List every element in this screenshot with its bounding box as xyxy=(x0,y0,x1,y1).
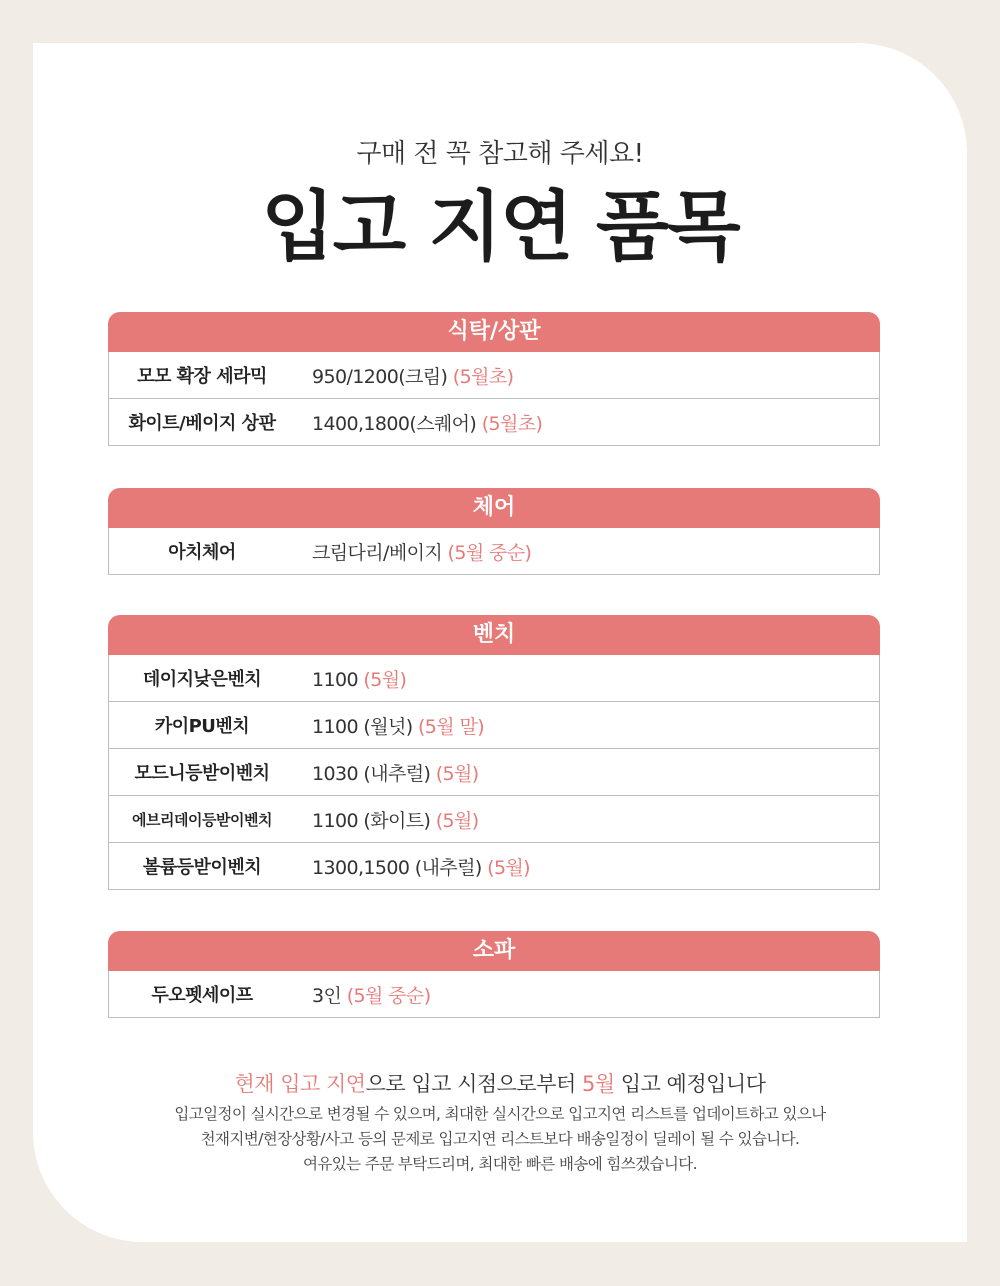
section-sofa xyxy=(108,931,880,1018)
product-name: 카이PU벤치 xyxy=(154,716,250,737)
notice-headline: 현재 입고 지연으로 입고 시점으로부터 5월 입고 예정입니다 xyxy=(234,1072,766,1096)
notice-line: 입고일정이 실시간으로 변경될 수 있으며, 최대한 실시간으로 입고지연 리스트를 업데이트하고 있으나 xyxy=(174,1105,826,1123)
arrival-date: (5월 중순) xyxy=(346,984,431,1007)
product-name: 화이트/베이지 상판 xyxy=(128,413,276,434)
table-row xyxy=(109,748,879,795)
product-value: 1100 (월넛) (5월 말) xyxy=(312,715,485,738)
arrival-date: (5월) xyxy=(435,762,479,785)
section-header: 벤치 xyxy=(108,615,880,655)
section-bench xyxy=(108,615,880,890)
arrival-date: (5월 중순) xyxy=(447,541,532,564)
section-header: 소파 xyxy=(108,931,880,971)
product-name: 모모 확장 세라믹 xyxy=(137,366,267,387)
page-subtitle: 구매 전 꼭 참고해 주세요! xyxy=(356,139,644,169)
table-row xyxy=(109,398,879,445)
product-name: 에브리데이등받이벤치 xyxy=(132,810,272,829)
arrival-date: (5월) xyxy=(435,809,479,832)
product-value: 1100 (화이트) (5월) xyxy=(312,809,479,832)
product-name: 아치체어 xyxy=(168,542,236,563)
arrival-date: (5월) xyxy=(363,668,407,691)
section-body xyxy=(108,352,880,446)
table-row xyxy=(109,842,879,889)
product-name: 두오펫세이프 xyxy=(151,985,253,1006)
section-body xyxy=(108,971,880,1018)
section-table-top xyxy=(108,312,880,446)
table-row xyxy=(109,701,879,748)
table-row xyxy=(109,352,879,398)
product-value: 크림다리/베이지 (5월 중순) xyxy=(312,541,532,564)
notice-line: 천재지변/현장상황/사고 등의 문제로 입고지연 리스트보다 배송일정이 딜레이 될 수 있습니다. xyxy=(200,1130,800,1148)
product-name: 모드니등받이벤치 xyxy=(134,763,270,784)
section-header: 체어 xyxy=(108,488,880,528)
product-value: 1400,1800(스퀘어) (5월초) xyxy=(312,412,543,435)
notice-body xyxy=(0,1102,1000,1177)
table-row xyxy=(109,795,879,842)
product-value: 1100 (5월) xyxy=(312,668,407,691)
section-header: 식탁/상판 xyxy=(108,312,880,352)
table-row xyxy=(109,971,879,1017)
section-chair xyxy=(108,488,880,575)
arrival-date: (5월 말) xyxy=(417,715,485,738)
product-value: 1030 (내추럴) (5월) xyxy=(312,762,479,785)
product-name: 볼륨등받이벤치 xyxy=(142,857,262,878)
arrival-date: (5월초) xyxy=(452,365,514,388)
product-value: 1300,1500 (내추럴) (5월) xyxy=(312,856,530,879)
table-row xyxy=(109,655,879,701)
arrival-date: (5월) xyxy=(487,856,530,879)
product-value: 3인 (5월 중순) xyxy=(312,984,431,1007)
section-body xyxy=(108,528,880,575)
page-title: 입고 지연 품목 xyxy=(261,182,739,271)
section-body xyxy=(108,655,880,890)
product-value: 950/1200(크림) (5월초) xyxy=(312,365,514,388)
product-name: 데이지낮은벤치 xyxy=(142,669,262,690)
table-row xyxy=(109,528,879,574)
notice-line: 여유있는 주문 부탁드리며, 최대한 빠른 배송에 힘쓰겠습니다. xyxy=(303,1155,697,1173)
arrival-date: (5월초) xyxy=(481,412,543,435)
